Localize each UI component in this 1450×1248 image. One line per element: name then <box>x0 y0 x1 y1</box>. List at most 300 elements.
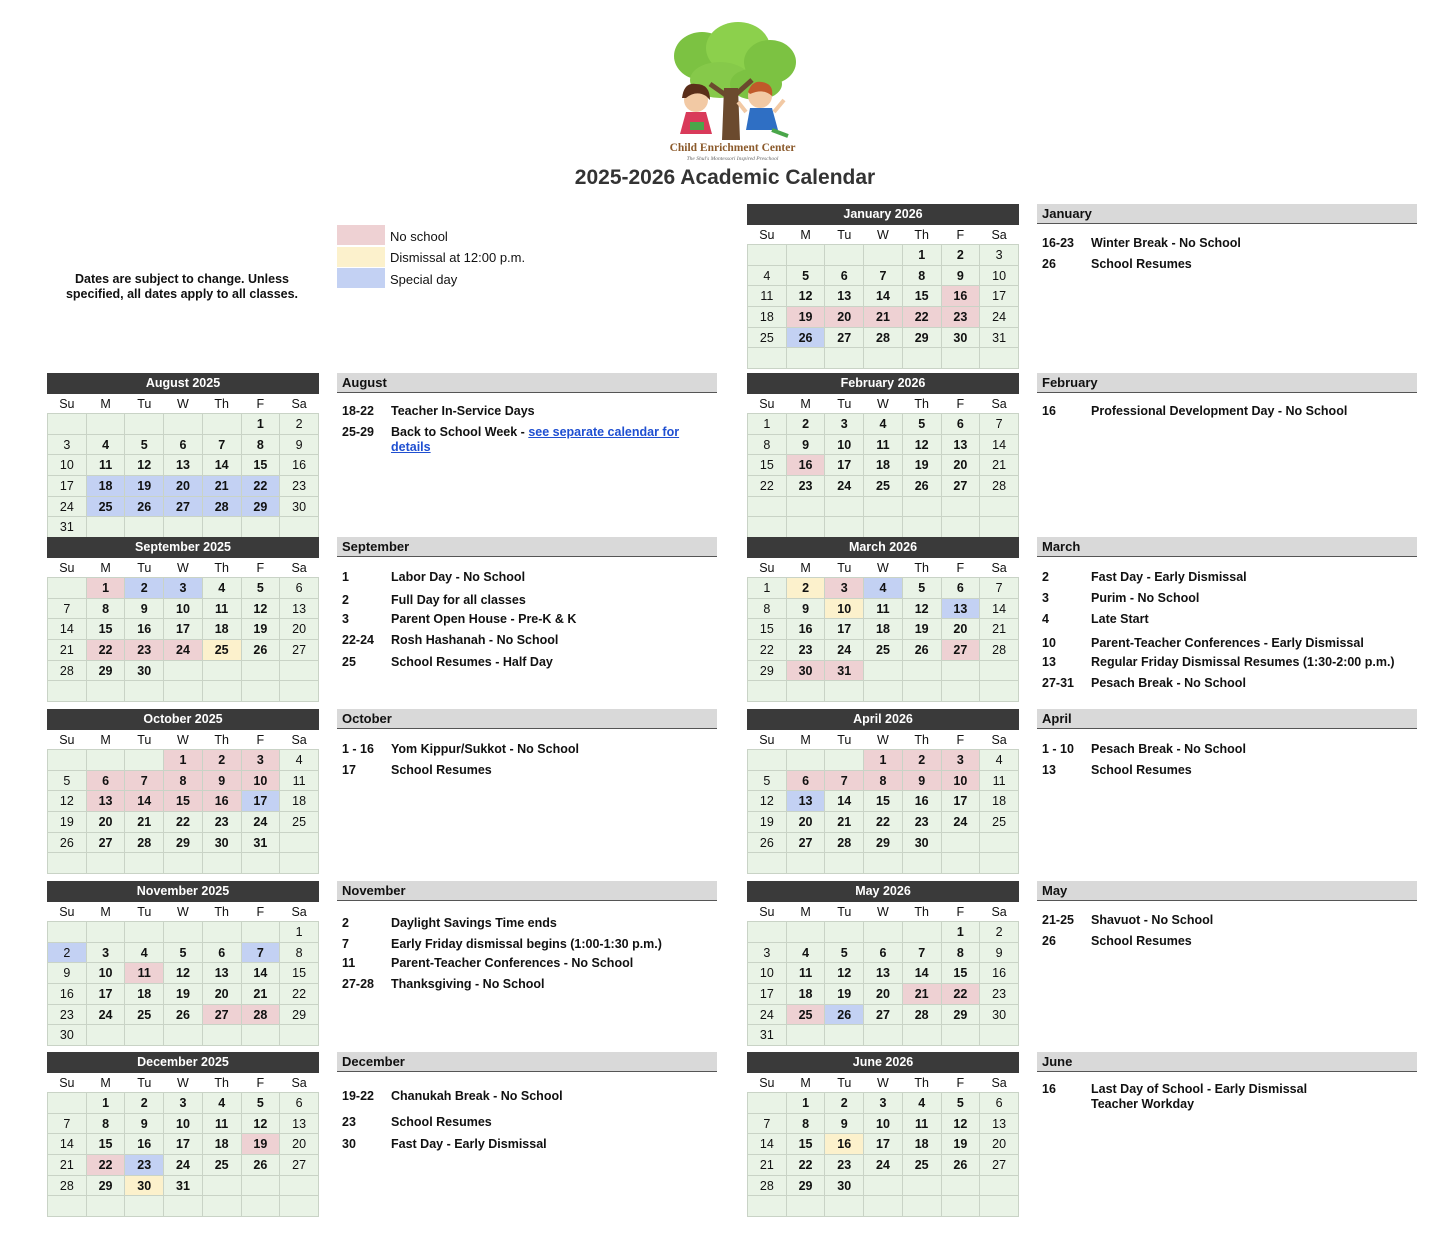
day-cell: 4 <box>748 265 787 286</box>
event-date: 3 <box>1042 591 1049 605</box>
month-grid <box>747 225 1019 369</box>
day-cell: 20 <box>280 619 319 640</box>
day-cell: 1 <box>748 414 787 435</box>
day-cell: 4 <box>864 578 903 599</box>
day-cell: 11 <box>786 963 825 984</box>
day-cell: 21 <box>125 812 164 833</box>
day-cell: 9 <box>980 942 1019 963</box>
day-cell: 24 <box>164 640 203 661</box>
day-cell <box>786 1025 825 1046</box>
day-cell: 19 <box>48 812 87 833</box>
day-cell: 4 <box>864 414 903 435</box>
event-month-header: August <box>337 373 717 393</box>
weekday-header: Th <box>902 1073 941 1093</box>
day-cell: 30 <box>280 496 319 517</box>
day-cell: 21 <box>825 812 864 833</box>
day-cell: 28 <box>125 832 164 853</box>
day-cell: 21 <box>902 984 941 1005</box>
events-may <box>1037 881 1417 948</box>
day-cell: 27 <box>941 640 980 661</box>
day-cell <box>241 1025 280 1046</box>
day-cell <box>748 348 787 369</box>
day-cell: 14 <box>864 286 903 307</box>
weekday-header: Tu <box>825 225 864 245</box>
weekday-header: W <box>864 394 903 414</box>
month-title: September 2025 <box>47 537 319 558</box>
day-cell: 7 <box>48 1113 87 1134</box>
day-cell <box>280 832 319 853</box>
day-cell: 10 <box>86 963 125 984</box>
day-cell: 20 <box>280 1134 319 1155</box>
month-title: January 2026 <box>747 204 1019 225</box>
day-cell: 19 <box>902 619 941 640</box>
day-cell: 30 <box>980 1004 1019 1025</box>
weekday-header: Su <box>748 1073 787 1093</box>
weekday-header: Su <box>48 730 87 750</box>
day-cell: 5 <box>48 770 87 791</box>
day-cell: 12 <box>164 963 203 984</box>
calendar-december-2025 <box>47 1052 319 1217</box>
weekday-header: F <box>941 1073 980 1093</box>
day-cell <box>864 1175 903 1196</box>
day-cell: 28 <box>48 660 87 681</box>
day-cell: 11 <box>86 455 125 476</box>
day-cell: 3 <box>164 578 203 599</box>
day-cell: 4 <box>125 942 164 963</box>
weekday-header: Sa <box>280 558 319 578</box>
event-description: Fast Day - Early Dismissal <box>1091 570 1247 584</box>
weekday-header: W <box>864 1073 903 1093</box>
day-cell <box>748 1196 787 1217</box>
day-cell: 21 <box>980 619 1019 640</box>
weekday-header: M <box>786 1073 825 1093</box>
weekday-header: Su <box>748 902 787 922</box>
events-august <box>337 373 717 454</box>
day-cell: 16 <box>902 791 941 812</box>
day-cell <box>86 414 125 435</box>
day-cell: 2 <box>280 414 319 435</box>
day-cell: 28 <box>825 832 864 853</box>
calendar-april-2026 <box>747 709 1019 874</box>
day-cell <box>941 832 980 853</box>
day-cell: 6 <box>86 770 125 791</box>
day-cell: 17 <box>164 619 203 640</box>
day-cell <box>241 681 280 702</box>
day-cell: 20 <box>941 455 980 476</box>
day-cell: 18 <box>280 791 319 812</box>
day-cell: 27 <box>164 496 203 517</box>
weekday-header: Th <box>902 225 941 245</box>
day-cell: 11 <box>980 770 1019 791</box>
weekday-header: F <box>941 902 980 922</box>
day-cell: 16 <box>280 455 319 476</box>
day-cell <box>902 681 941 702</box>
month-grid <box>47 902 319 1046</box>
day-cell: 26 <box>941 1155 980 1176</box>
weekday-header: Th <box>202 558 241 578</box>
weekday-header: Su <box>48 1073 87 1093</box>
event-date: 2 <box>342 593 349 607</box>
day-cell: 26 <box>48 832 87 853</box>
day-cell <box>902 660 941 681</box>
day-cell: 14 <box>980 598 1019 619</box>
month-grid <box>47 558 319 702</box>
day-cell <box>164 1196 203 1217</box>
day-cell: 17 <box>941 791 980 812</box>
weekday-header: Su <box>748 394 787 414</box>
day-cell: 1 <box>86 578 125 599</box>
event-date: 17 <box>342 763 356 777</box>
day-cell: 4 <box>786 942 825 963</box>
day-cell <box>202 414 241 435</box>
weekday-header: Sa <box>280 1073 319 1093</box>
day-cell: 28 <box>48 1175 87 1196</box>
day-cell: 13 <box>786 791 825 812</box>
day-cell: 17 <box>825 455 864 476</box>
event-month-header: April <box>1037 709 1417 729</box>
event-description: Parent Open House - Pre-K & K <box>391 612 577 626</box>
day-cell: 14 <box>202 455 241 476</box>
day-cell: 1 <box>864 750 903 771</box>
legend-swatch-special <box>337 268 385 288</box>
day-cell: 9 <box>125 1113 164 1134</box>
day-cell: 11 <box>864 434 903 455</box>
day-cell <box>825 496 864 517</box>
day-cell: 24 <box>748 1004 787 1025</box>
day-cell: 28 <box>980 640 1019 661</box>
day-cell: 27 <box>980 1155 1019 1176</box>
day-cell <box>748 681 787 702</box>
event-date: 13 <box>1042 763 1056 777</box>
day-cell <box>86 681 125 702</box>
day-cell: 30 <box>941 327 980 348</box>
day-cell <box>825 1196 864 1217</box>
day-cell <box>825 348 864 369</box>
weekday-header: Sa <box>980 394 1019 414</box>
event-date: 26 <box>1042 257 1056 271</box>
day-cell <box>125 681 164 702</box>
day-cell: 1 <box>748 578 787 599</box>
day-cell <box>748 853 787 874</box>
weekday-header: Tu <box>825 902 864 922</box>
day-cell <box>941 348 980 369</box>
event-description: Rosh Hashanah - No School <box>391 633 559 647</box>
event-date: 4 <box>1042 612 1049 626</box>
day-cell <box>241 1196 280 1217</box>
event-date: 1 <box>342 570 349 584</box>
day-cell: 31 <box>164 1175 203 1196</box>
weekday-header: F <box>941 558 980 578</box>
weekday-header: Th <box>202 730 241 750</box>
day-cell <box>864 1196 903 1217</box>
day-cell: 11 <box>902 1113 941 1134</box>
events-september <box>337 537 717 669</box>
day-cell: 19 <box>825 984 864 1005</box>
day-cell: 29 <box>786 1175 825 1196</box>
day-cell: 15 <box>786 1134 825 1155</box>
day-cell: 25 <box>864 640 903 661</box>
event-date: 3 <box>342 612 349 626</box>
weekday-header: W <box>864 225 903 245</box>
day-cell: 3 <box>241 750 280 771</box>
day-cell <box>86 853 125 874</box>
day-cell: 26 <box>786 327 825 348</box>
event-date: 7 <box>342 937 349 951</box>
month-title: December 2025 <box>47 1052 319 1073</box>
day-cell <box>202 681 241 702</box>
day-cell: 15 <box>902 286 941 307</box>
day-cell: 15 <box>86 619 125 640</box>
day-cell: 29 <box>941 1004 980 1025</box>
day-cell <box>748 517 787 538</box>
day-cell: 13 <box>941 434 980 455</box>
day-cell: 24 <box>164 1155 203 1176</box>
day-cell <box>825 750 864 771</box>
day-cell <box>864 681 903 702</box>
day-cell: 16 <box>125 1134 164 1155</box>
day-cell <box>125 1025 164 1046</box>
day-cell: 22 <box>902 307 941 328</box>
day-cell: 14 <box>48 1134 87 1155</box>
event-description: Winter Break - No School <box>1091 236 1241 250</box>
event-description: Fast Day - Early Dismissal <box>391 1137 547 1151</box>
weekday-header: Sa <box>980 558 1019 578</box>
day-cell: 20 <box>202 984 241 1005</box>
event-description: School Resumes <box>391 763 492 777</box>
event-description: Parent-Teacher Conferences - No School <box>391 956 634 970</box>
event-date: 21-25 <box>1042 913 1074 927</box>
day-cell: 27 <box>825 327 864 348</box>
day-cell: 7 <box>202 434 241 455</box>
day-cell: 19 <box>125 476 164 497</box>
day-cell: 10 <box>748 963 787 984</box>
day-cell: 9 <box>125 598 164 619</box>
weekday-header: Sa <box>280 902 319 922</box>
day-cell: 31 <box>748 1025 787 1046</box>
day-cell <box>786 922 825 943</box>
day-cell: 12 <box>748 791 787 812</box>
day-cell: 21 <box>48 1155 87 1176</box>
day-cell: 11 <box>864 598 903 619</box>
day-cell <box>786 245 825 266</box>
day-cell: 5 <box>941 1093 980 1114</box>
day-cell: 5 <box>125 434 164 455</box>
day-cell: 12 <box>125 455 164 476</box>
day-cell: 25 <box>980 812 1019 833</box>
day-cell: 7 <box>980 414 1019 435</box>
day-cell: 20 <box>864 984 903 1005</box>
day-cell: 25 <box>86 496 125 517</box>
day-cell: 29 <box>864 832 903 853</box>
day-cell: 18 <box>202 619 241 640</box>
logo-text: Child Enrichment Center <box>669 142 796 154</box>
day-cell: 22 <box>786 1155 825 1176</box>
day-cell: 3 <box>164 1093 203 1114</box>
day-cell <box>48 922 87 943</box>
day-cell: 15 <box>941 963 980 984</box>
day-cell: 29 <box>241 496 280 517</box>
event-month-header: October <box>337 709 717 729</box>
day-cell: 13 <box>825 286 864 307</box>
day-cell: 18 <box>864 619 903 640</box>
day-cell: 18 <box>980 791 1019 812</box>
day-cell <box>864 517 903 538</box>
day-cell: 10 <box>864 1113 903 1134</box>
day-cell: 23 <box>125 1155 164 1176</box>
day-cell: 24 <box>241 812 280 833</box>
day-cell: 26 <box>902 640 941 661</box>
day-cell: 13 <box>202 963 241 984</box>
day-cell: 11 <box>202 598 241 619</box>
month-grid <box>747 730 1019 874</box>
day-cell: 12 <box>48 791 87 812</box>
event-date: 2 <box>1042 570 1049 584</box>
event-description: Pesach Break - No School <box>1091 742 1246 756</box>
day-cell <box>86 750 125 771</box>
weekday-header: Th <box>902 902 941 922</box>
day-cell: 7 <box>980 578 1019 599</box>
day-cell: 22 <box>164 812 203 833</box>
day-cell: 31 <box>48 517 87 538</box>
event-description: School Resumes <box>391 1115 492 1129</box>
day-cell <box>86 1025 125 1046</box>
day-cell: 17 <box>748 984 787 1005</box>
weekday-header: Sa <box>280 394 319 414</box>
event-date: 11 <box>342 956 356 970</box>
month-title: June 2026 <box>747 1052 1019 1073</box>
day-cell: 27 <box>86 832 125 853</box>
day-cell <box>980 1196 1019 1217</box>
event-description: School Resumes - Half Day <box>391 655 553 669</box>
day-cell: 7 <box>864 265 903 286</box>
day-cell: 6 <box>786 770 825 791</box>
day-cell: 17 <box>48 476 87 497</box>
day-cell: 26 <box>164 1004 203 1025</box>
weekday-header: M <box>786 558 825 578</box>
day-cell <box>825 853 864 874</box>
day-cell: 14 <box>902 963 941 984</box>
weekday-header: Tu <box>125 730 164 750</box>
separate-calendar-link[interactable]: see separate calendar for details <box>391 425 680 454</box>
day-cell: 18 <box>86 476 125 497</box>
day-cell <box>825 681 864 702</box>
day-cell: 6 <box>941 414 980 435</box>
day-cell: 28 <box>241 1004 280 1025</box>
day-cell: 2 <box>786 578 825 599</box>
day-cell <box>980 1175 1019 1196</box>
weekday-header: W <box>164 1073 203 1093</box>
event-description: Daylight Savings Time ends <box>391 916 557 930</box>
day-cell: 3 <box>48 434 87 455</box>
weekday-header: M <box>86 902 125 922</box>
day-cell: 29 <box>164 832 203 853</box>
event-month-header: November <box>337 881 717 901</box>
event-date: 27-31 <box>1042 676 1074 690</box>
day-cell: 22 <box>748 640 787 661</box>
events-april <box>1037 709 1417 777</box>
event-month-header: January <box>1037 204 1417 224</box>
day-cell: 3 <box>825 414 864 435</box>
event-date: 30 <box>342 1137 356 1151</box>
day-cell <box>980 517 1019 538</box>
day-cell: 25 <box>748 327 787 348</box>
weekday-header: Th <box>202 394 241 414</box>
day-cell: 21 <box>202 476 241 497</box>
day-cell <box>86 1196 125 1217</box>
day-cell <box>125 1196 164 1217</box>
day-cell: 15 <box>241 455 280 476</box>
day-cell: 19 <box>902 455 941 476</box>
event-date: 25-29 <box>342 425 374 439</box>
day-cell <box>48 853 87 874</box>
day-cell: 2 <box>941 245 980 266</box>
day-cell: 22 <box>941 984 980 1005</box>
day-cell: 30 <box>48 1025 87 1046</box>
day-cell: 8 <box>86 1113 125 1134</box>
day-cell <box>864 245 903 266</box>
day-cell <box>825 1025 864 1046</box>
day-cell: 25 <box>786 1004 825 1025</box>
events-march <box>1037 537 1417 690</box>
day-cell <box>980 660 1019 681</box>
event-date: 10 <box>1042 636 1056 650</box>
day-cell <box>786 348 825 369</box>
day-cell: 27 <box>864 1004 903 1025</box>
day-cell <box>864 348 903 369</box>
day-cell: 23 <box>902 812 941 833</box>
month-grid <box>747 394 1019 538</box>
day-cell: 15 <box>164 791 203 812</box>
day-cell: 25 <box>125 1004 164 1025</box>
day-cell: 7 <box>902 942 941 963</box>
event-date: 16 <box>1042 1082 1056 1096</box>
day-cell: 18 <box>864 455 903 476</box>
day-cell: 29 <box>902 327 941 348</box>
day-cell: 30 <box>786 660 825 681</box>
day-cell: 16 <box>786 619 825 640</box>
day-cell: 22 <box>280 984 319 1005</box>
day-cell: 5 <box>241 578 280 599</box>
weekday-header: M <box>86 558 125 578</box>
month-grid <box>47 730 319 874</box>
day-cell: 29 <box>86 1175 125 1196</box>
weekday-header: F <box>241 902 280 922</box>
day-cell: 5 <box>241 1093 280 1114</box>
day-cell <box>941 496 980 517</box>
day-cell: 27 <box>202 1004 241 1025</box>
events-october <box>337 709 717 777</box>
day-cell: 10 <box>825 598 864 619</box>
weekday-header: F <box>941 225 980 245</box>
day-cell <box>941 1025 980 1046</box>
day-cell: 16 <box>980 963 1019 984</box>
day-cell: 19 <box>748 812 787 833</box>
day-cell: 1 <box>786 1093 825 1114</box>
weekday-header: Sa <box>980 730 1019 750</box>
day-cell <box>125 922 164 943</box>
day-cell <box>864 660 903 681</box>
calendar-february-2026 <box>747 373 1019 538</box>
day-cell: 8 <box>864 770 903 791</box>
day-cell: 16 <box>202 791 241 812</box>
day-cell <box>202 1025 241 1046</box>
day-cell <box>941 1175 980 1196</box>
day-cell: 11 <box>748 286 787 307</box>
day-cell: 5 <box>902 414 941 435</box>
weekday-header: Tu <box>125 902 164 922</box>
day-cell: 10 <box>241 770 280 791</box>
day-cell: 16 <box>941 286 980 307</box>
